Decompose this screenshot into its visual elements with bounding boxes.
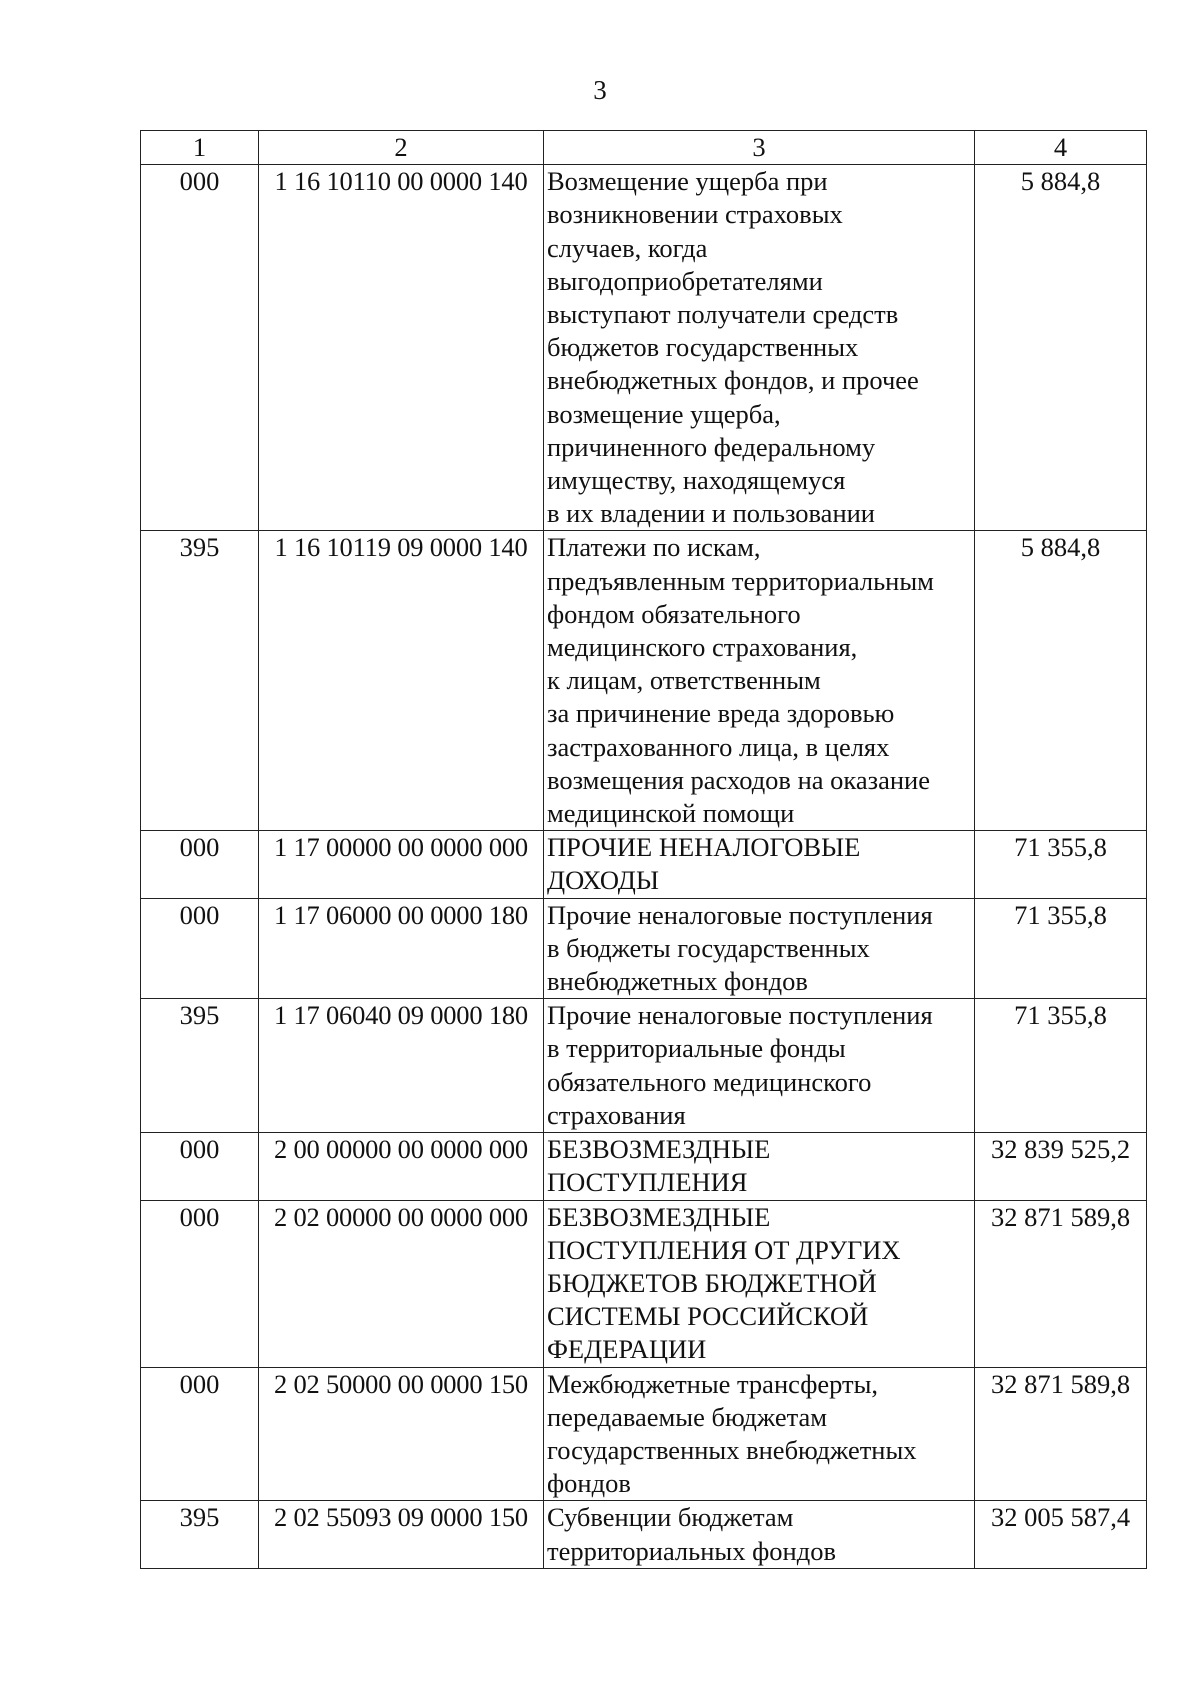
budget-code-cell: 1 16 10110 00 0000 140 xyxy=(259,165,544,531)
table-row xyxy=(141,898,1147,999)
amount-cell: 71 355,8 xyxy=(975,999,1147,1133)
table-row xyxy=(141,1133,1147,1200)
page-number: 3 xyxy=(593,75,607,105)
revenue-name-cell: БЕЗВОЗМЕЗДНЫЕ ПОСТУПЛЕНИЯ xyxy=(544,1133,975,1200)
budget-code-cell: 2 00 00000 00 0000 000 xyxy=(259,1133,544,1200)
revenue-name-cell: Прочие неналоговые поступления в территориальные фонды обязательного медицинского страхования xyxy=(544,999,975,1133)
budget-code-cell: 1 17 00000 00 0000 000 xyxy=(259,831,544,898)
column-header: 4 xyxy=(975,131,1147,165)
budget-code-cell: 1 17 06040 09 0000 180 xyxy=(259,999,544,1133)
budget-code-cell: 2 02 00000 00 0000 000 xyxy=(259,1200,544,1367)
table-header-row xyxy=(141,131,1147,165)
revenue-name-cell: ПРОЧИЕ НЕНАЛОГОВЫЕ ДОХОДЫ xyxy=(544,831,975,898)
admin-code-cell: 000 xyxy=(141,1133,259,1200)
revenue-name-cell: Возмещение ущерба при возникновении страховых случаев, когда выгодоприобретателями выступают получатели средств бюджетов государственных внебюджетных фондов, и прочее возмещение ущерба, причиненного федеральному имуществу, находящемуся в их владении и пользовании xyxy=(544,165,975,531)
amount-cell: 5 884,8 xyxy=(975,531,1147,831)
admin-code-cell: 000 xyxy=(141,831,259,898)
revenue-name-cell: Прочие неналоговые поступления в бюджеты государственных внебюджетных фондов xyxy=(544,898,975,999)
revenue-name-cell: БЕЗВОЗМЕЗДНЫЕ ПОСТУПЛЕНИЯ ОТ ДРУГИХ БЮДЖЕТОВ БЮДЖЕТНОЙ СИСТЕМЫ РОССИЙСКОЙ ФЕДЕРАЦИИ xyxy=(544,1200,975,1367)
amount-cell: 32 871 589,8 xyxy=(975,1367,1147,1501)
admin-code-cell: 000 xyxy=(141,1367,259,1501)
revenue-table xyxy=(140,130,1147,1569)
amount-cell: 71 355,8 xyxy=(975,831,1147,898)
table-row xyxy=(141,1200,1147,1367)
admin-code-cell: 000 xyxy=(141,1200,259,1367)
admin-code-cell: 395 xyxy=(141,999,259,1133)
budget-code-cell: 1 17 06000 00 0000 180 xyxy=(259,898,544,999)
column-header: 3 xyxy=(544,131,975,165)
revenue-name-cell: Межбюджетные трансферты, передаваемые бюджетам государственных внебюджетных фондов xyxy=(544,1367,975,1501)
table-row xyxy=(141,1367,1147,1501)
budget-code-cell: 2 02 55093 09 0000 150 xyxy=(259,1501,544,1568)
revenue-name-cell: Платежи по искам, предъявленным территориальным фондом обязательного медицинского страхования, к лицам, ответственным за причинение вреда здоровью застрахованного лица, в целях возмещения расходов на оказание медицинской помощи xyxy=(544,531,975,831)
column-header: 1 xyxy=(141,131,259,165)
admin-code-cell: 395 xyxy=(141,1501,259,1568)
admin-code-cell: 395 xyxy=(141,531,259,831)
budget-code-cell: 1 16 10119 09 0000 140 xyxy=(259,531,544,831)
amount-cell: 71 355,8 xyxy=(975,898,1147,999)
admin-code-cell: 000 xyxy=(141,898,259,999)
column-header: 2 xyxy=(259,131,544,165)
amount-cell: 5 884,8 xyxy=(975,165,1147,531)
table-row xyxy=(141,165,1147,531)
admin-code-cell: 000 xyxy=(141,165,259,531)
amount-cell: 32 871 589,8 xyxy=(975,1200,1147,1367)
budget-code-cell: 2 02 50000 00 0000 150 xyxy=(259,1367,544,1501)
table-row xyxy=(141,999,1147,1133)
table-row xyxy=(141,1501,1147,1568)
revenue-name-cell: Субвенции бюджетам территориальных фондов xyxy=(544,1501,975,1568)
amount-cell: 32 839 525,2 xyxy=(975,1133,1147,1200)
table-row xyxy=(141,831,1147,898)
amount-cell: 32 005 587,4 xyxy=(975,1501,1147,1568)
table-row xyxy=(141,531,1147,831)
